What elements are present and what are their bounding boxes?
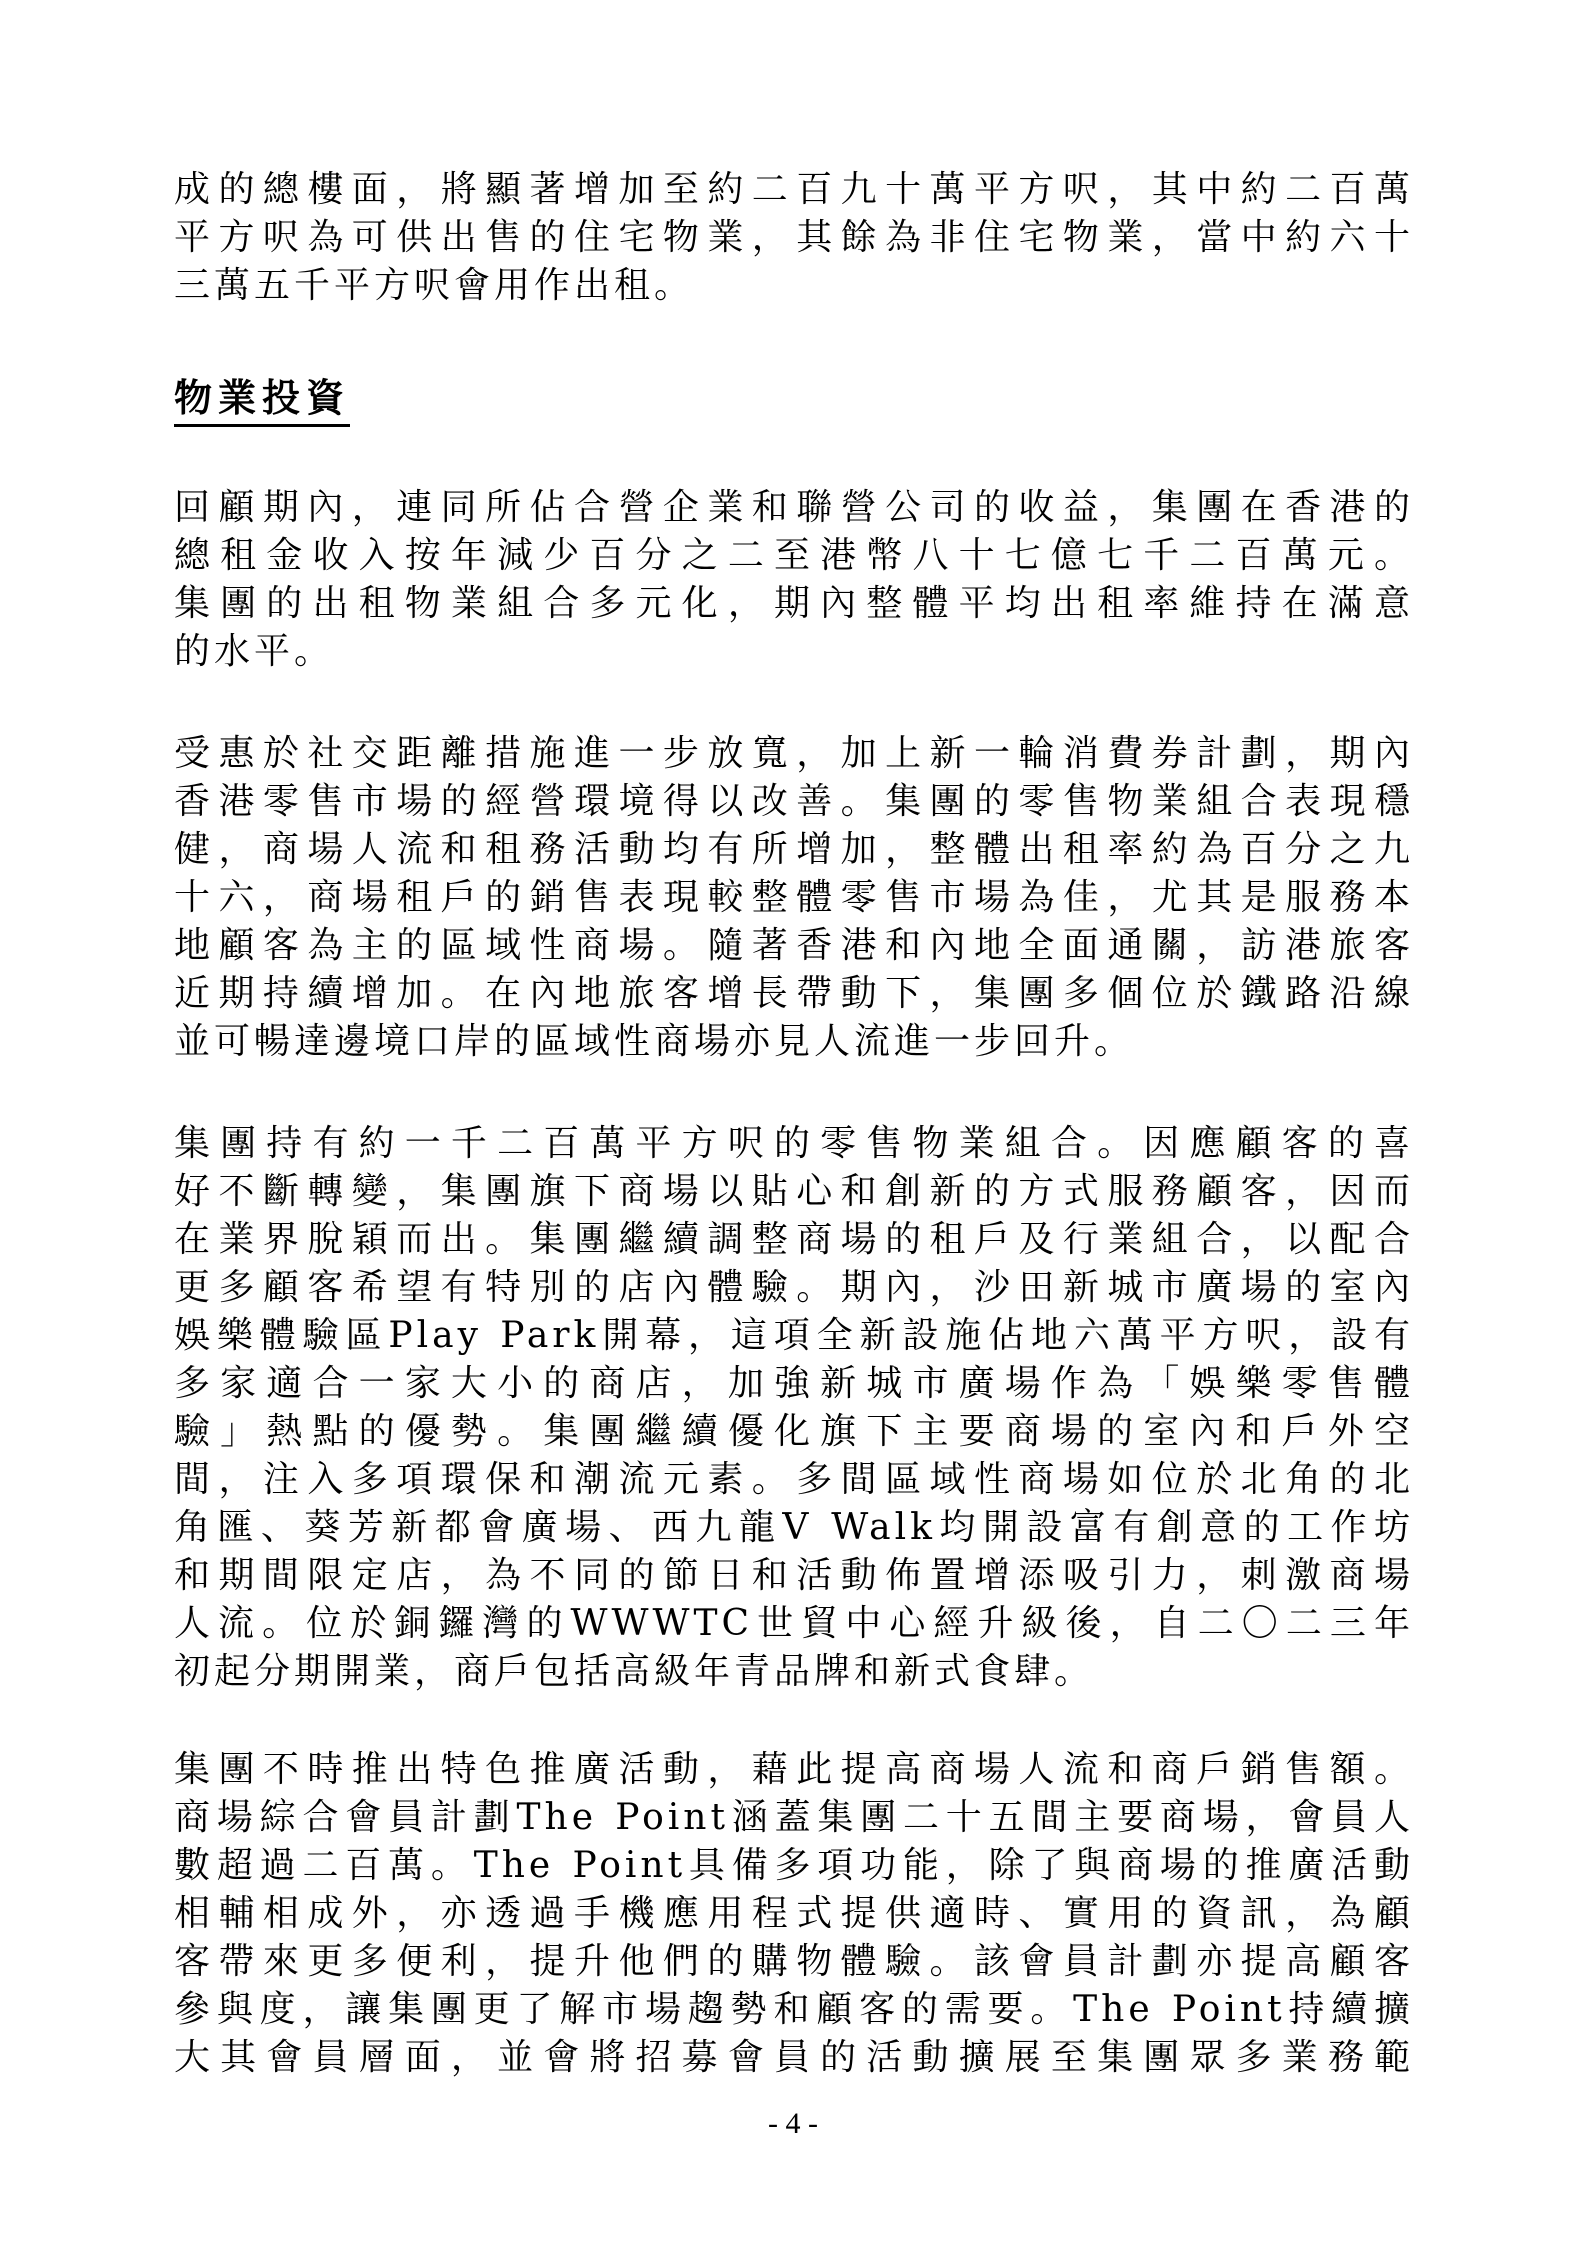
section-heading: 物業投資 bbox=[174, 374, 350, 427]
text-line: 並可暢達邊境口岸的區域性商場亦見人流進一步回升。 bbox=[174, 1021, 1135, 1062]
text-line: 和期間限定店，為不同的節日和活動佈置增添吸引力，刺激商場 bbox=[174, 1555, 1414, 1596]
text-line: 成的總樓面，將顯著增加至約二百九十萬平方呎，其中約二百萬 bbox=[174, 169, 1414, 210]
text-line: 初起分期開業，商戶包括高級年青品牌和新式食肆。 bbox=[174, 1651, 1095, 1692]
text-line: 數超過二百萬。The Point具備多項功能，除了與商場的推廣活動 bbox=[174, 1845, 1414, 1886]
text-line: 平方呎為可供出售的住宅物業，其餘為非住宅物業，當中約六十 bbox=[174, 217, 1414, 258]
text-line: 商場綜合會員計劃The Point涵蓋集團二十五間主要商場，會員人 bbox=[174, 1797, 1414, 1838]
text-line: 的水平。 bbox=[174, 631, 335, 672]
paragraph-retail-market bbox=[174, 730, 1414, 1066]
text-line: 角匯、葵芳新都會廣場、西九龍V Walk均開設富有創意的工作坊 bbox=[174, 1507, 1414, 1548]
text-line: 集團不時推出特色推廣活動，藉此提高商場人流和商戶銷售額。 bbox=[174, 1749, 1414, 1790]
text-line: 在業界脫穎而出。集團繼續調整商場的租戶及行業組合，以配合 bbox=[174, 1219, 1414, 1260]
text-line: 回顧期內，連同所佔合營企業和聯營公司的收益，集團在香港的 bbox=[174, 487, 1414, 528]
text-line: 娛樂體驗區Play Park開幕，這項全新設施佔地六萬平方呎，設有 bbox=[174, 1315, 1414, 1356]
text-line: 相輔相成外，亦透過手機應用程式提供適時、實用的資訊，為顧 bbox=[174, 1893, 1414, 1934]
page-number: - 4 - bbox=[768, 2107, 818, 2140]
text-line: 間，注入多項環保和潮流元素。多間區域性商場如位於北角的北 bbox=[174, 1459, 1414, 1500]
text-line: 受惠於社交距離措施進一步放寬，加上新一輪消費券計劃，期內 bbox=[174, 733, 1414, 774]
text-line: 好不斷轉變，集團旗下商場以貼心和創新的方式服務顧客，因而 bbox=[174, 1171, 1414, 1212]
text-line: 總租金收入按年減少百分之二至港幣八十七億七千二百萬元。 bbox=[174, 535, 1414, 576]
text-line: 大其會員層面，並會將招募會員的活動擴展至集團眾多業務範 bbox=[174, 2037, 1414, 2078]
text-line: 三萬五千平方呎會用作出租。 bbox=[174, 265, 695, 306]
text-line: 人流。位於銅鑼灣的WWWTC世貿中心經升級後，自二〇二三年 bbox=[174, 1603, 1414, 1644]
text-line: 參與度，讓集團更了解市場趨勢和顧客的需要。The Point持續擴 bbox=[174, 1989, 1414, 2030]
paragraph-retail-portfolio bbox=[174, 1120, 1414, 1696]
text-line: 健，商場人流和租務活動均有所增加，整體出租率約為百分之九 bbox=[174, 829, 1414, 870]
text-line: 多家適合一家大小的商店，加強新城市廣場作為「娛樂零售體 bbox=[174, 1363, 1414, 1404]
text-line: 客帶來更多便利，提升他們的購物體驗。該會員計劃亦提高顧客 bbox=[174, 1941, 1414, 1982]
paragraph-continuation bbox=[174, 166, 1414, 310]
paragraph-the-point bbox=[174, 1746, 1414, 2082]
text-line: 驗」熱點的優勢。集團繼續優化旗下主要商場的室內和戶外空 bbox=[174, 1411, 1414, 1452]
text-line: 十六，商場租戶的銷售表現較整體零售市場為佳，尤其是服務本 bbox=[174, 877, 1414, 918]
text-line: 近期持續增加。在內地旅客增長帶動下，集團多個位於鐵路沿線 bbox=[174, 973, 1414, 1014]
text-line: 地顧客為主的區域性商場。隨著香港和內地全面通關，訪港旅客 bbox=[174, 925, 1414, 966]
paragraph-rental-income bbox=[174, 484, 1414, 676]
text-line: 集團的出租物業組合多元化，期內整體平均出租率維持在滿意 bbox=[174, 583, 1414, 624]
text-line: 香港零售市場的經營環境得以改善。集團的零售物業組合表現穩 bbox=[174, 781, 1414, 822]
text-line: 集團持有約一千二百萬平方呎的零售物業組合。因應顧客的喜 bbox=[174, 1123, 1414, 1164]
text-line: 更多顧客希望有特別的店內體驗。期內，沙田新城市廣場的室內 bbox=[174, 1267, 1414, 1308]
